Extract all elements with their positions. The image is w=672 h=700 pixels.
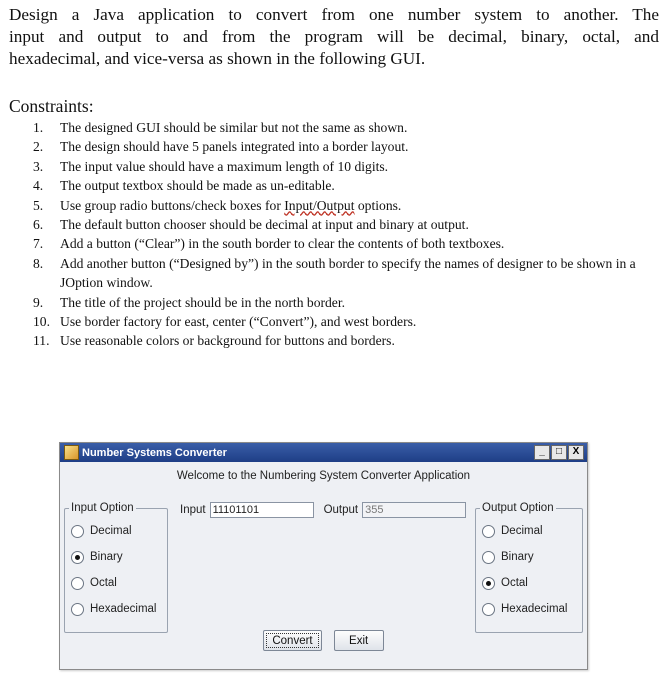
output-radio-octal[interactable]: Octal: [482, 570, 582, 596]
input-label: Input: [180, 504, 206, 516]
constraint-item: 9. The title of the project should be in the north border.: [33, 294, 346, 310]
input-radio-binary[interactable]: Binary: [71, 544, 167, 570]
radio-icon[interactable]: [482, 603, 495, 616]
intro-line-3: hexadecimal, and vice-versa as shown in the following GUI.: [9, 49, 426, 68]
output-option-group: [475, 502, 583, 633]
constraint-item: 8. Add another button (“Designed by”) in the south border to specify the names of designer to be shown in a JOption window.: [33, 255, 636, 291]
output-label: Output: [323, 504, 359, 516]
constraint-item: 1. The designed GUI should be similar but not the same as shown.: [33, 120, 408, 135]
intro-line-1: Design a Java application to convert from one number system to another. The: [9, 5, 659, 24]
converter-window: [59, 442, 588, 670]
close-icon[interactable]: X: [568, 445, 584, 460]
constraints-list: [33, 118, 643, 351]
minimize-icon[interactable]: _: [534, 445, 550, 460]
input-radio-decimal[interactable]: Decimal: [71, 518, 167, 544]
radio-selected-icon[interactable]: [482, 577, 495, 590]
south-panel: [60, 630, 587, 651]
input-field[interactable]: 11101101: [210, 502, 314, 518]
constraint-item: 3. The input value should have a maximum length of 10 digits.: [33, 158, 389, 174]
java-app-icon: [64, 445, 79, 460]
exit-button[interactable]: Exit: [334, 630, 384, 651]
constraint-item: 2. The design should have 5 panels integrated into a border layout.: [33, 139, 409, 155]
output-radio-hexadecimal[interactable]: Hexadecimal: [482, 596, 582, 622]
constraint-item: 10. Use border factory for east, center (“Convert”), and west borders.: [33, 314, 417, 330]
constraint-item: 6. The default button chooser should be decimal at input and binary at output.: [33, 217, 469, 233]
constraints-heading: Constraints:: [9, 96, 94, 116]
output-radio-binary[interactable]: Binary: [482, 544, 582, 570]
input-radio-octal[interactable]: Octal: [71, 570, 167, 596]
constraint-item: 11. Use reasonable colors or background for buttons and borders.: [33, 333, 395, 349]
window-title: Number Systems Converter: [82, 446, 227, 459]
center-panel: [180, 502, 476, 518]
input-radio-hexadecimal[interactable]: Hexadecimal: [71, 596, 167, 622]
intro-line-2: input and output to and from the program will be decimal, binary, octal, and: [9, 27, 659, 46]
input-option-group: [64, 502, 168, 633]
input-option-legend: Input Option: [71, 502, 134, 514]
radio-icon[interactable]: [71, 577, 84, 590]
radio-icon[interactable]: [71, 525, 84, 538]
radio-icon[interactable]: [71, 603, 84, 616]
maximize-icon[interactable]: □: [551, 445, 567, 460]
intro-paragraph: [9, 4, 659, 70]
radio-icon[interactable]: [482, 551, 495, 564]
output-radio-decimal[interactable]: Decimal: [482, 518, 582, 544]
output-field: 355: [362, 502, 466, 518]
constraint-item: 5. Use group radio buttons/check boxes for Input/Output options.: [33, 197, 402, 213]
constraint-item: 7. Add a button (“Clear”) in the south border to clear the contents of both textboxes.: [33, 236, 505, 252]
convert-button[interactable]: Convert: [263, 630, 321, 651]
window-controls: [534, 445, 584, 460]
radio-selected-icon[interactable]: [71, 551, 84, 564]
north-heading: Welcome to the Numbering System Converter Application: [176, 470, 471, 482]
radio-icon[interactable]: [482, 525, 495, 538]
window-titlebar[interactable]: [60, 443, 587, 462]
output-option-legend: Output Option: [482, 502, 554, 514]
constraint-item: 4. The output textbox should be made as un-editable.: [33, 178, 335, 194]
